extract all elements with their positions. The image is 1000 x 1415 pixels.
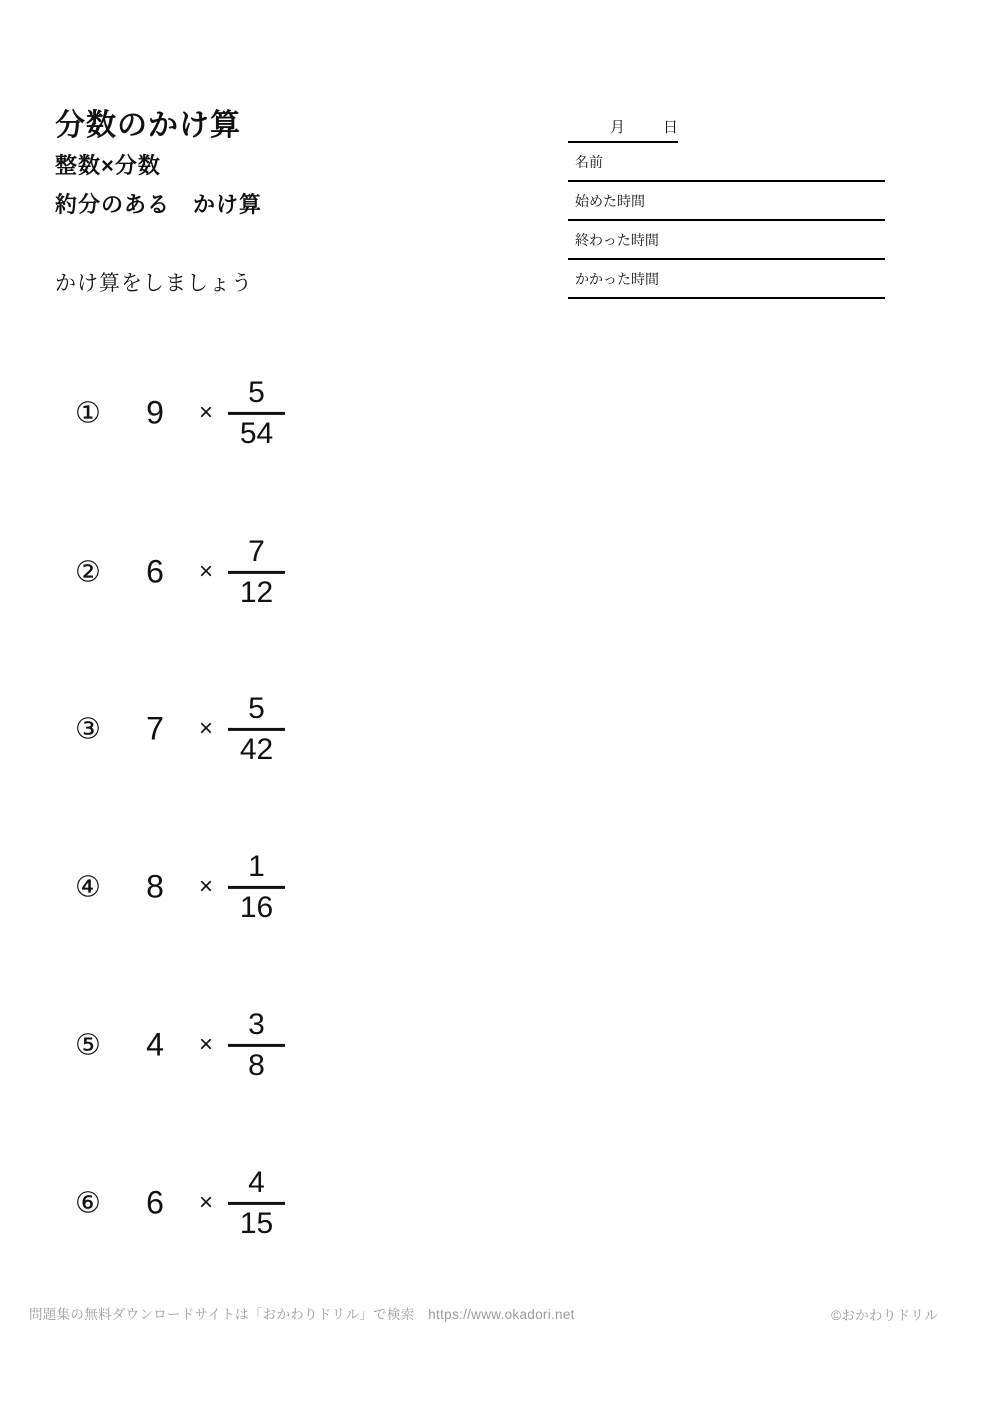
start-time-field xyxy=(568,182,885,221)
problem-1-fraction xyxy=(228,376,285,450)
problem-3-integer: 7 xyxy=(146,710,164,747)
instruction-text: かけ算をしましょう xyxy=(55,272,253,295)
date-field xyxy=(568,111,678,143)
problem-3-fraction xyxy=(228,692,285,766)
problem-5-numerator: 3 xyxy=(248,1007,265,1041)
name-field xyxy=(568,143,885,182)
fraction-bar xyxy=(228,412,285,415)
problem-4-number: ④ xyxy=(75,871,101,904)
elapsed-time-label: かかった時間 xyxy=(575,270,659,287)
student-info-form xyxy=(568,111,885,299)
multiply-operator-icon: × xyxy=(198,1031,213,1058)
problem-1-integer: 9 xyxy=(146,394,164,431)
problem-row-6 xyxy=(0,1158,420,1248)
subtitle-reduction-note: 約分のある かけ算 xyxy=(55,192,263,217)
problem-5-denominator: 8 xyxy=(248,1048,265,1082)
multiply-operator-icon: × xyxy=(198,1189,213,1216)
multiply-operator-icon: × xyxy=(198,558,213,585)
page-title: 分数のかけ算 xyxy=(55,109,241,142)
multiply-operator-icon: × xyxy=(198,873,213,900)
problem-row-3 xyxy=(0,684,420,774)
problem-3-numerator: 5 xyxy=(248,691,265,725)
problem-2-denominator: 12 xyxy=(239,575,274,609)
problem-6-integer: 6 xyxy=(146,1184,164,1221)
fraction-bar xyxy=(228,571,285,574)
elapsed-time-field xyxy=(568,260,885,299)
fraction-bar xyxy=(228,1044,285,1047)
problem-row-2 xyxy=(0,527,420,617)
problem-6-numerator: 4 xyxy=(248,1165,265,1199)
problem-row-4 xyxy=(0,842,420,932)
footer-copyright: ©おかわりドリル xyxy=(831,1308,938,1323)
problem-5-number: ⑤ xyxy=(75,1029,101,1062)
problem-1-numerator: 5 xyxy=(248,375,265,409)
problem-5-integer: 4 xyxy=(146,1026,164,1063)
problem-4-integer: 8 xyxy=(146,868,164,905)
problem-1-denominator: 54 xyxy=(239,416,274,450)
fraction-bar xyxy=(228,1202,285,1205)
problem-1-number: ① xyxy=(75,397,101,430)
problem-row-1 xyxy=(0,368,420,458)
problem-4-fraction xyxy=(228,850,285,924)
start-time-label: 始めた時間 xyxy=(575,192,645,209)
problem-2-fraction xyxy=(228,535,285,609)
problem-5-fraction xyxy=(228,1008,285,1082)
multiply-operator-icon: × xyxy=(198,715,213,742)
multiply-operator-icon: × xyxy=(198,399,213,426)
problem-3-number: ③ xyxy=(75,713,101,746)
problem-2-numerator: 7 xyxy=(248,534,265,568)
problem-2-number: ② xyxy=(75,556,101,589)
end-time-label: 終わった時間 xyxy=(575,231,659,248)
problem-4-denominator: 16 xyxy=(239,890,274,924)
month-label: 月 xyxy=(610,118,626,136)
fraction-bar xyxy=(228,886,285,889)
fraction-bar xyxy=(228,728,285,731)
end-time-field xyxy=(568,221,885,260)
problem-row-5 xyxy=(0,1000,420,1090)
footer-site-info: 問題集の無料ダウンロードサイトは「おかわりドリル」で検索 https://www.okadori.net xyxy=(29,1307,575,1322)
problem-6-fraction xyxy=(228,1166,285,1240)
subtitle-operation-type: 整数×分数 xyxy=(55,153,161,178)
problem-2-integer: 6 xyxy=(146,553,164,590)
problem-6-number: ⑥ xyxy=(75,1187,101,1220)
name-label: 名前 xyxy=(575,153,603,170)
problem-4-numerator: 1 xyxy=(248,849,265,883)
problem-6-denominator: 15 xyxy=(239,1206,274,1240)
problem-3-denominator: 42 xyxy=(239,732,274,766)
day-label: 日 xyxy=(663,118,679,136)
